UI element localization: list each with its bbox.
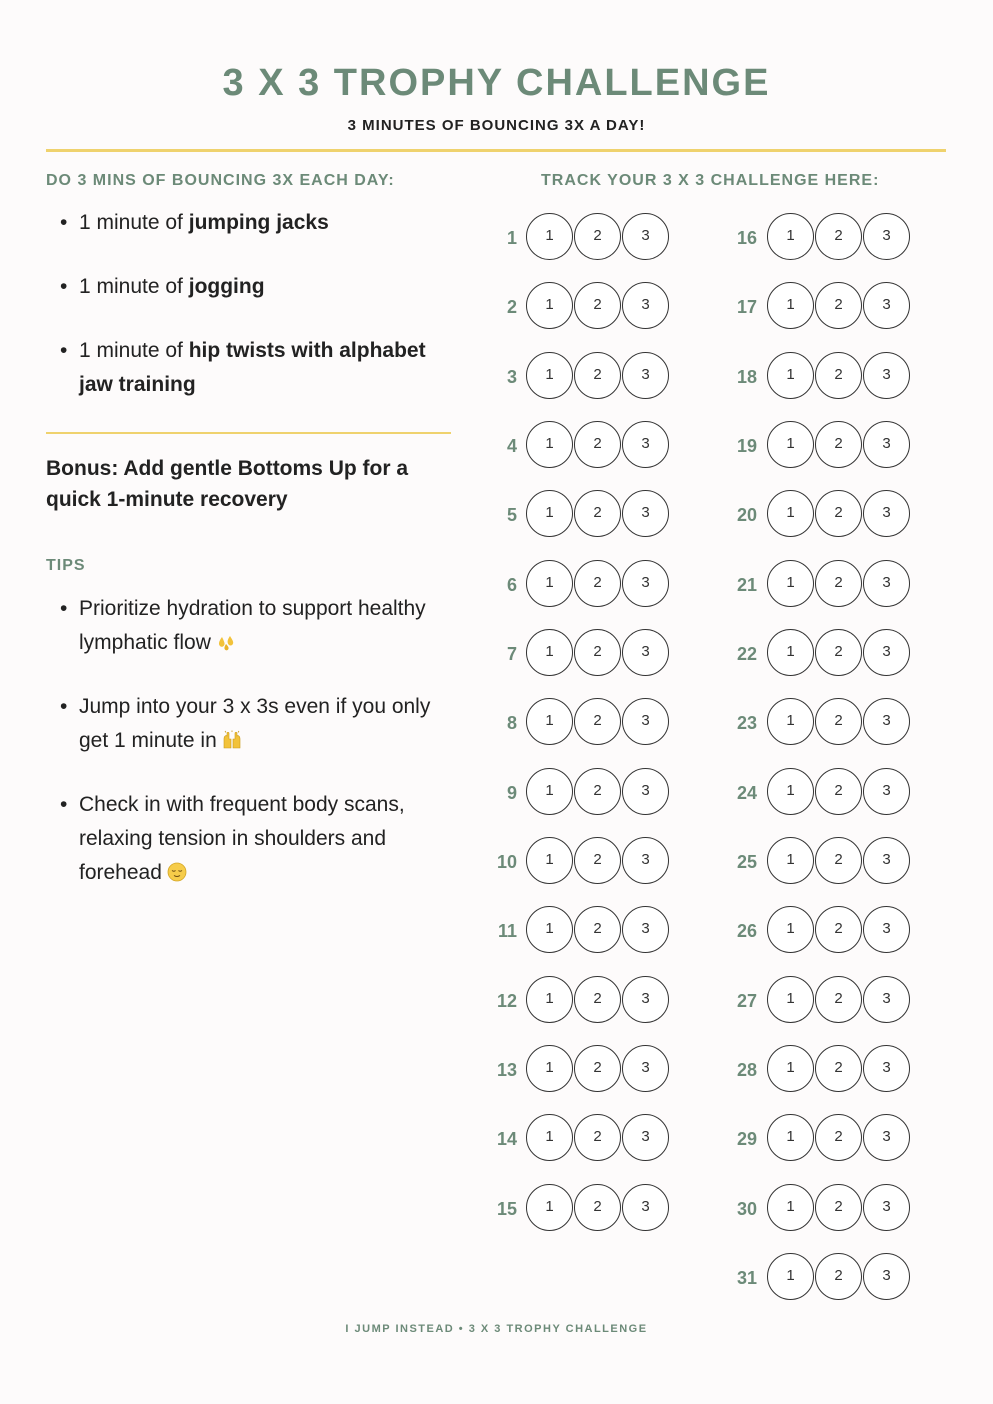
- session-circle-3[interactable]: 3: [622, 629, 669, 676]
- session-circle-2[interactable]: 2: [574, 906, 621, 953]
- tracker-row-day-27: [0, 976, 993, 1026]
- session-circle-3[interactable]: 3: [863, 560, 910, 607]
- session-circle-3[interactable]: 3: [863, 629, 910, 676]
- session-circle-3[interactable]: 3: [863, 1184, 910, 1231]
- session-circle-2[interactable]: 2: [815, 629, 862, 676]
- session-circle-1[interactable]: 1: [526, 421, 573, 468]
- session-circle-3[interactable]: 3: [622, 906, 669, 953]
- day-number: 30: [736, 1198, 757, 1219]
- tracker-row-day-28: [0, 1045, 993, 1095]
- session-circle-3[interactable]: 3: [863, 490, 910, 537]
- session-circle-3[interactable]: 3: [622, 421, 669, 468]
- day-number: 16: [736, 228, 757, 248]
- session-circle-2[interactable]: 2: [574, 1114, 621, 1161]
- session-circle-2[interactable]: 2: [574, 421, 621, 468]
- session-circle-3[interactable]: 3: [622, 1184, 669, 1231]
- session-circle-2[interactable]: 2: [574, 768, 621, 815]
- session-circle-1[interactable]: 1: [526, 629, 573, 676]
- day-number: 5: [506, 505, 517, 526]
- instruction-activity: hip twists with alphabet jaw training: [79, 339, 426, 396]
- tracker-heading: TRACK YOUR 3 X 3 CHALLENGE HERE:: [541, 172, 880, 189]
- session-circle-1[interactable]: 1: [526, 1114, 573, 1161]
- footer-text: I JUMP INSTEAD • 3 X 3 TROPHY CHALLENGE: [345, 1323, 648, 1335]
- tip-text: Jump into your 3 x 3s even if you only get 1 minute in: [79, 695, 431, 752]
- day-number: 15: [496, 1198, 517, 1219]
- day-number: 9: [506, 782, 517, 803]
- day-number: 21: [736, 574, 757, 595]
- session-circle-1[interactable]: 1: [767, 1253, 814, 1300]
- session-circle-3[interactable]: 3: [622, 837, 669, 884]
- session-circle-2[interactable]: 2: [574, 560, 621, 607]
- session-circle-1[interactable]: 1: [767, 768, 814, 815]
- session-circle-3[interactable]: 3: [622, 282, 669, 329]
- session-circle-1[interactable]: 1: [526, 1045, 573, 1092]
- session-circle-3[interactable]: 3: [863, 1114, 910, 1161]
- tips-heading: TIPS: [46, 557, 86, 574]
- tracker-row-day-31: [0, 1253, 993, 1303]
- day-number: 4: [506, 435, 517, 456]
- tracker-row-day-19: [0, 421, 993, 471]
- day-number: 29: [736, 1129, 757, 1150]
- session-circle-2[interactable]: 2: [574, 837, 621, 884]
- session-circle-1[interactable]: 1: [526, 768, 573, 815]
- session-circle-2[interactable]: 2: [815, 490, 862, 537]
- session-circle-1[interactable]: 1: [526, 698, 573, 745]
- day-number: 14: [496, 1129, 517, 1150]
- day-number: 25: [736, 851, 757, 872]
- session-circle-3[interactable]: 3: [863, 1253, 910, 1300]
- session-circle-1[interactable]: 1: [767, 629, 814, 676]
- session-circle-2[interactable]: 2: [574, 1045, 621, 1092]
- tracker-row-day-23: [0, 698, 993, 748]
- session-circle-3[interactable]: 3: [863, 837, 910, 884]
- session-circle-3[interactable]: 3: [863, 282, 910, 329]
- tracker-row-day-16: [0, 213, 993, 263]
- session-circle-2[interactable]: 2: [574, 490, 621, 537]
- instruction-prefix: 1 minute of: [79, 211, 189, 234]
- session-circle-3[interactable]: 3: [863, 906, 910, 953]
- day-number: 1: [506, 228, 517, 248]
- session-circle-2[interactable]: 2: [574, 1184, 621, 1231]
- session-circle-3[interactable]: 3: [863, 976, 910, 1023]
- day-number: 27: [736, 990, 757, 1011]
- tracker-row-day-26: [0, 906, 993, 956]
- session-circle-3[interactable]: 3: [622, 698, 669, 745]
- session-circle-1[interactable]: 1: [526, 490, 573, 537]
- session-circle-2[interactable]: 2: [815, 1045, 862, 1092]
- session-circle-1[interactable]: 1: [767, 1184, 814, 1231]
- tracker-row-day-17: [0, 282, 993, 332]
- day-number: 10: [496, 851, 517, 872]
- session-circle-3[interactable]: 3: [863, 768, 910, 815]
- session-circle-1[interactable]: 1: [767, 213, 814, 260]
- day-number: 26: [736, 921, 757, 942]
- session-circle-3[interactable]: 3: [863, 698, 910, 745]
- session-circle-3[interactable]: 3: [622, 976, 669, 1023]
- session-circle-3[interactable]: 3: [622, 1045, 669, 1092]
- session-circle-1[interactable]: 1: [767, 1045, 814, 1092]
- session-circle-2[interactable]: 2: [574, 976, 621, 1023]
- day-number: 3: [506, 366, 517, 387]
- tracker-row-day-30: [0, 1184, 993, 1234]
- session-circle-1[interactable]: 1: [526, 976, 573, 1023]
- session-circle-1[interactable]: 1: [526, 906, 573, 953]
- day-number: 24: [736, 782, 757, 803]
- instruction-activity: jumping jacks: [188, 211, 329, 234]
- session-circle-2[interactable]: 2: [815, 976, 862, 1023]
- session-circle-2[interactable]: 2: [815, 421, 862, 468]
- session-circle-2[interactable]: 2: [574, 698, 621, 745]
- session-circle-1[interactable]: 1: [767, 976, 814, 1023]
- day-number: 31: [736, 1267, 757, 1288]
- session-circle-1[interactable]: 1: [767, 490, 814, 537]
- page-title: 3 X 3 TROPHY CHALLENGE: [222, 62, 771, 104]
- tracker-row-day-24: [0, 768, 993, 818]
- session-circle-3[interactable]: 3: [622, 1114, 669, 1161]
- day-number: 22: [736, 643, 757, 664]
- session-circle-2[interactable]: 2: [815, 560, 862, 607]
- day-number: 8: [506, 713, 517, 734]
- session-circle-2[interactable]: 2: [815, 906, 862, 953]
- session-circle-3[interactable]: 3: [863, 1045, 910, 1092]
- session-circle-2[interactable]: 2: [815, 768, 862, 815]
- session-circle-2[interactable]: 2: [815, 213, 862, 260]
- session-circle-1[interactable]: 1: [767, 282, 814, 329]
- tracker-row-day-25: [0, 837, 993, 887]
- day-number: 6: [506, 574, 517, 595]
- session-circle-2[interactable]: 2: [815, 1184, 862, 1231]
- session-circle-2[interactable]: 2: [815, 1114, 862, 1161]
- instruction-activity: jogging: [188, 275, 265, 298]
- header-divider: [46, 149, 946, 152]
- day-number: 28: [736, 1059, 757, 1080]
- day-number: 23: [736, 713, 757, 734]
- session-circle-1[interactable]: 1: [767, 837, 814, 884]
- bonus-note: Bonus: Add gentle Bottoms Up for a quick 1-minute recovery: [46, 457, 409, 511]
- session-circle-2[interactable]: 2: [574, 352, 621, 399]
- tracker-row-day-29: [0, 1114, 993, 1164]
- session-circle-1[interactable]: 1: [767, 560, 814, 607]
- session-circle-2[interactable]: 2: [815, 282, 862, 329]
- day-number: 13: [496, 1059, 517, 1080]
- tracker-row-day-18: [0, 352, 993, 402]
- tip-text: Prioritize hydration to support healthy lymphatic flow: [79, 597, 426, 654]
- session-circle-2[interactable]: 2: [815, 1253, 862, 1300]
- page-subtitle: 3 MINUTES OF BOUNCING 3X A DAY!: [347, 117, 646, 134]
- session-circle-1[interactable]: 1: [767, 698, 814, 745]
- session-circle-2[interactable]: 2: [815, 352, 862, 399]
- instruction-prefix: 1 minute of: [79, 275, 189, 298]
- session-circle-3[interactable]: 3: [622, 213, 669, 260]
- day-number: 2: [506, 297, 517, 318]
- session-circle-3[interactable]: 3: [622, 560, 669, 607]
- day-number: 12: [496, 990, 517, 1011]
- session-circle-1[interactable]: 1: [767, 906, 814, 953]
- session-circle-1[interactable]: 1: [767, 1114, 814, 1161]
- session-circle-3[interactable]: 3: [622, 490, 669, 537]
- session-circle-3[interactable]: 3: [622, 352, 669, 399]
- session-circle-2[interactable]: 2: [574, 629, 621, 676]
- day-number: 7: [506, 643, 517, 664]
- instructions-heading: DO 3 MINS OF BOUNCING 3X EACH DAY:: [46, 172, 395, 189]
- session-circle-2[interactable]: 2: [574, 213, 621, 260]
- session-circle-1[interactable]: 1: [767, 421, 814, 468]
- day-number: 18: [736, 366, 757, 387]
- tracker-row-day-21: [0, 560, 993, 610]
- session-circle-1[interactable]: 1: [526, 1184, 573, 1231]
- session-circle-3[interactable]: 3: [863, 352, 910, 399]
- day-number: 17: [736, 297, 757, 318]
- session-circle-1[interactable]: 1: [767, 352, 814, 399]
- tracker-row-day-20: [0, 490, 993, 540]
- instruction-prefix: 1 minute of: [79, 339, 189, 362]
- session-circle-1[interactable]: 1: [526, 352, 573, 399]
- session-circle-1[interactable]: 1: [526, 837, 573, 884]
- tip-text: Check in with frequent body scans, relaxing tension in shoulders and forehead: [79, 793, 405, 884]
- session-circle-1[interactable]: 1: [526, 282, 573, 329]
- session-circle-2[interactable]: 2: [815, 698, 862, 745]
- session-circle-3[interactable]: 3: [863, 213, 910, 260]
- day-number: 11: [497, 921, 517, 942]
- day-number: 20: [736, 505, 757, 526]
- session-circle-3[interactable]: 3: [622, 768, 669, 815]
- day-number: 19: [736, 435, 757, 456]
- session-circle-2[interactable]: 2: [574, 282, 621, 329]
- session-circle-3[interactable]: 3: [863, 421, 910, 468]
- session-circle-2[interactable]: 2: [815, 837, 862, 884]
- tracker-row-day-22: [0, 629, 993, 679]
- session-circle-1[interactable]: 1: [526, 560, 573, 607]
- session-circle-1[interactable]: 1: [526, 213, 573, 260]
